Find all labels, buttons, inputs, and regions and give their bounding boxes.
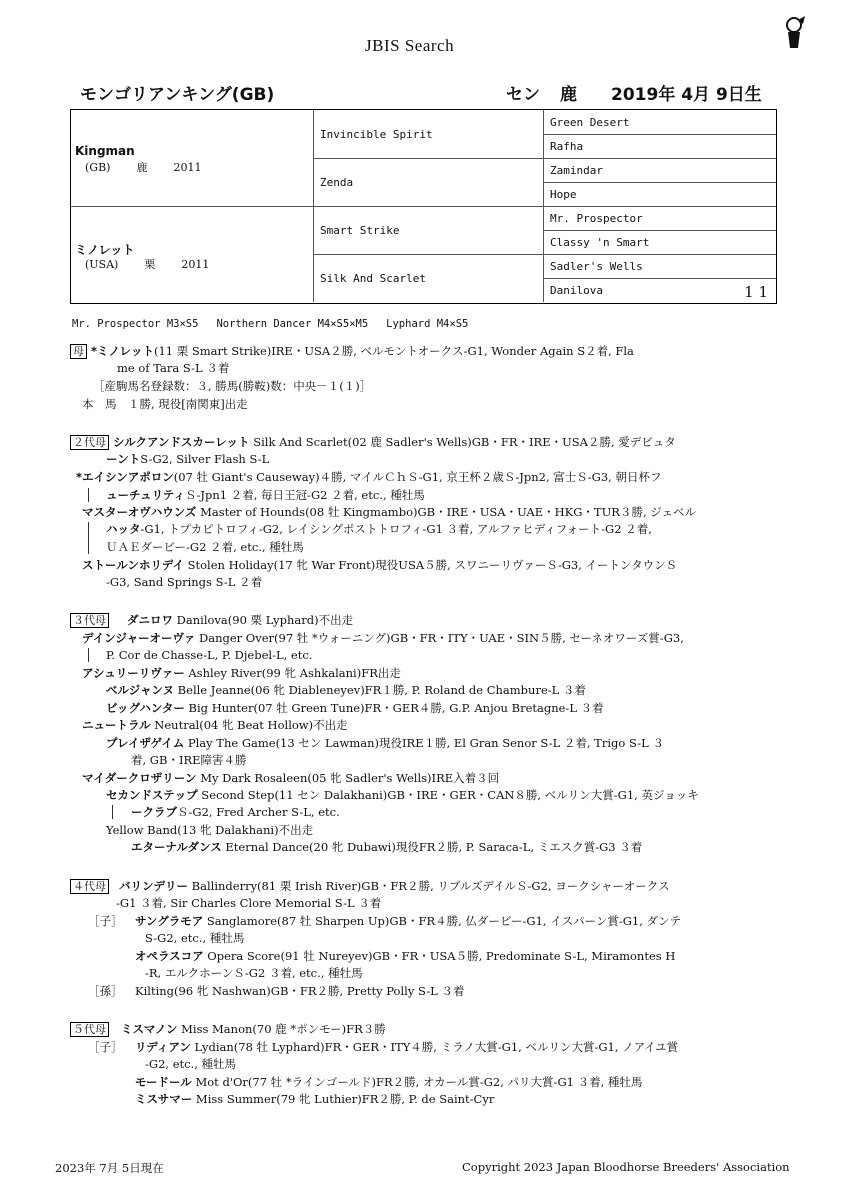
gen3-line-13: Yellow Band(13 牝 Dalakhani)不出走 — [106, 823, 314, 837]
gen2-line-7: ＵＡＥダービー-G2 ２着, etc., 種牡馬 — [106, 540, 304, 554]
horse-name-bold: デインジャーオーヴァ — [82, 631, 196, 645]
horse-info — [506, 80, 782, 105]
gen3-cell: Hope — [543, 182, 776, 206]
gen2-line-4: ューチュリティＳ-Jpn1 ２着, 毎日王冠-G2 ２着, etc., 種牡馬 — [106, 488, 425, 502]
sire-cell — [71, 110, 313, 206]
horse-name-bold: シルクアンドスカーレット — [113, 435, 250, 449]
gen3-line-10: マイダークロザリーン My Dark Rosaleen(05 牝 Sadler's Wells)IRE入着３回 — [82, 771, 500, 785]
section-tag: ５代母 — [70, 1022, 109, 1037]
dam-country: (USA) — [85, 258, 119, 271]
horse-name-bold: *エイシンアポロン — [76, 470, 174, 484]
tree-line — [88, 488, 89, 502]
horse-name-bold: ベルジャンヌ — [106, 683, 175, 697]
gen3-line-11: セカンドステップ Second Step(11 セン Dalakhani)GB・IRE・GER・CAN８勝, ベルリン大賞-G1, 英ジョッキ — [106, 788, 699, 802]
horse-name-bold: プレイザゲイム — [106, 736, 185, 750]
gen5-child-label: ［子］ — [88, 1040, 123, 1054]
horse-name-bold: マイダークロザリーン — [82, 771, 197, 785]
gen3-text: ダニロワ Danilova(90 栗 Lyphard)不出走 — [127, 613, 354, 627]
gen5-text: ミスマノン Miss Manon(70 鹿 *ポンモー)FR３勝 — [121, 1022, 386, 1036]
family-number: 1 1 — [744, 283, 768, 301]
dam-line-2: me of Tara S-L ３着 — [117, 361, 230, 375]
dam-cell — [71, 206, 313, 302]
horse-name-bold: ーント — [106, 452, 141, 466]
tree-line — [112, 805, 113, 819]
gen4-line-5: S-G2, etc., 種牡馬 — [145, 931, 245, 945]
gen3-cell: Zamindar — [543, 158, 776, 182]
gen3-line-12: ークラブＳ-G2, Fred Archer S-L, etc. — [131, 805, 340, 819]
gen3-line-7: ニュートラル Neutral(04 牝 Beat Hollow)不出走 — [82, 718, 348, 732]
inbreeding-item: Northern Dancer M4×S5×M5 — [216, 318, 369, 330]
gen3-line-8: プレイザゲイム Play The Game(13 セン Lawman)現役IRE１勝, El Gran Senor S-L ２着, Trigo S-L ３ — [106, 736, 664, 750]
horse-name-bold: ハッタ — [106, 522, 141, 536]
gen4-line-9: Kilting(96 牝 Nashwan)GB・FR２勝, Pretty Polly S-L ３着 — [135, 984, 465, 998]
gen2-line-5: マスターオヴハウンズ Master of Hounds(08 牡 Kingmambo)GB・IRE・USA・UAE・HKG・TUR３勝, ジェベル — [82, 505, 697, 519]
horse-name-bold: リディアン — [135, 1040, 191, 1054]
section-tag: ２代母 — [70, 435, 109, 450]
horse-name-bold: ニュートラル — [82, 718, 151, 732]
gen3-line-1 — [70, 612, 353, 630]
gen4-line-1 — [70, 878, 670, 896]
dam-year: 2011 — [181, 258, 210, 271]
gen4-grandchild-label: ［孫］ — [88, 984, 123, 998]
gen4-line-2: -G1 ３着, Sir Charles Clore Memorial S-L ３着 — [116, 896, 382, 910]
horse-name-bold: バリンデリー — [119, 879, 188, 893]
pedigree-table — [70, 109, 777, 304]
gen3-line-6: ビッグハンター Big Hunter(07 牡 Green Tune)FR・GER４勝, G.P. Anjou Bretagne-L ３着 — [106, 701, 604, 715]
sire-name: Kingman — [75, 144, 135, 158]
horse-name: モンゴリアンキング(GB) — [80, 85, 275, 105]
horse-color: 鹿 — [560, 85, 577, 105]
horse-sex: セン — [506, 85, 540, 105]
dam-line-1 — [70, 343, 634, 361]
gen5-line-3: リディアン Lydian(78 牡 Lyphard)FR・GER・ITY４勝, ミラノ大賞-G1, ベルリン大賞-G1, ノアイユ賞 — [135, 1040, 679, 1054]
horse-name-bold: ミスサマー — [135, 1092, 193, 1106]
horse-name-bold: *ミノレット — [91, 344, 154, 358]
gen5-line-6: ミスサマー Miss Summer(79 牝 Luthier)FR２勝, P. de Saint-Cyr — [135, 1092, 495, 1106]
dam-text: *ミノレット(11 栗 Smart Strike)IRE・USA２勝, ベルモントオークス-G1, Wonder Again S２着, Fla — [91, 344, 634, 358]
horse-name-bold: ビッグハンター — [106, 701, 185, 715]
sire-year: 2011 — [173, 161, 202, 174]
gen2-line-9: -G3, Sand Springs S-L ２着 — [106, 575, 263, 589]
gen3-cell: Classy 'n Smart — [543, 230, 776, 254]
sire-details — [85, 159, 227, 175]
gen2-cell: Zenda — [313, 158, 543, 206]
footer-copyright: Copyright 2023 Japan Bloodhorse Breeders' Association — [462, 1160, 790, 1174]
gen4-text: バリンデリー Ballinderry(81 栗 Irish River)GB・FR２勝, リブルズデイルＳ-G2, ヨークシャーオークス — [119, 879, 670, 893]
horse-name-bold: モードール — [135, 1075, 192, 1089]
gen3-cell: Green Desert — [543, 110, 776, 134]
horse-head-icon — [778, 16, 810, 50]
horse-name-bold: アシュリーリヴァー — [82, 666, 185, 680]
gen2-cell: Smart Strike — [313, 206, 543, 254]
gen4-line-7: -R, エルクホーンＳ-G2 ３着, etc., 種牡馬 — [145, 966, 363, 980]
dam-color: 栗 — [144, 258, 156, 271]
gen2-line-1 — [70, 434, 676, 452]
section-tag: ３代母 — [70, 613, 109, 628]
tree-line — [88, 648, 89, 662]
gen4-line-4: サングラモア Sanglamore(87 牡 Sharpen Up)GB・FR４勝, 仏ダービー-G1, イスパーン賞-G1, ダンテ — [135, 914, 682, 928]
horse-name-bold: エターナルダンス — [131, 840, 222, 854]
gen5-line-1 — [70, 1021, 386, 1039]
horse-name-bold: オペラスコア — [135, 949, 204, 963]
horse-name-bold: マスターオヴハウンズ — [82, 505, 197, 519]
gen2-line-6: ハッタ-G1, トプカピトロフィ-G2, レイシングポストトロフィ-G1 ３着, アルファヒディフォート-G2 ２着, — [106, 522, 652, 536]
gen2-cell: Invincible Spirit — [313, 110, 543, 158]
gen3-line-9: 着, GB・IRE障害４勝 — [131, 753, 247, 767]
gen2-line-2: ーントS-G2, Silver Flash S-L — [106, 452, 270, 466]
gen3-cell: Sadler's Wells — [543, 254, 776, 278]
gen3-cell: Mr. Prospector — [543, 206, 776, 230]
gen3-cell: Rafha — [543, 134, 776, 158]
gen3-line-3: P. Cor de Chasse-L, P. Djebel-L, etc. — [106, 648, 313, 662]
sire-country: (GB) — [85, 161, 111, 174]
footer-date: 2023年 7月 5日現在 — [55, 1161, 164, 1175]
section-tag: 母 — [70, 344, 87, 359]
jbis-logo — [365, 10, 495, 58]
gen4-line-6: オペラスコア Opera Score(91 牡 Nureyev)GB・FR・USA５勝, Predominate S-L, Miramontes H — [135, 949, 676, 963]
horse-name-bold: サングラモア — [135, 914, 204, 928]
horse-name-bold: ークラブ — [131, 805, 177, 819]
horse-name-bold: セカンドステップ — [106, 788, 198, 802]
dam-line-3: ［産駒馬名登録数：３, 勝馬(勝鞍)数：中央－１(１)］ — [93, 379, 372, 393]
gen3-line-4: アシュリーリヴァー Ashley River(99 牝 Ashkalani)FR出走 — [82, 666, 401, 680]
gen2-line-8: ストールンホリデイ Stolen Holiday(17 牝 War Front)現役USA５勝, スワニーリヴァーＳ-G3, イートンタウンＳ — [82, 558, 678, 572]
horse-name-bold: ミスマノン — [121, 1022, 178, 1036]
gen3-cell: Danilova — [543, 278, 776, 302]
sire-color: 鹿 — [136, 161, 148, 174]
gen3-line-5: ベルジャンヌ Belle Jeanne(06 牝 Diableneyev)FR１勝, P. Roland de Chambure-L ３着 — [106, 683, 586, 697]
inbreeding-item: Lyphard M4×S5 — [386, 318, 469, 330]
gen3-line-2: デインジャーオーヴァ Danger Over(97 牡 *ウォーニング)GB・FR・ITY・UAE・SIN５勝, セーネオワーズ賞-G3, — [82, 631, 684, 645]
dam-name: ミノレット — [75, 243, 135, 257]
gen5-line-4: -G2, etc., 種牡馬 — [145, 1057, 237, 1071]
gen2-text: シルクアンドスカーレット Silk And Scarlet(02 鹿 Sadler's Wells)GB・FR・IRE・USA２勝, 愛デビュタ — [113, 435, 676, 449]
horse-birth: 2019年 4月 9日生 — [611, 85, 762, 105]
gen4-child-label: ［子］ — [88, 914, 123, 928]
dam-line-4: 本 馬 １勝, 現役[南関東]出走 — [82, 397, 248, 411]
gen5-line-5: モードール Mot d'Or(77 牡 *ラインゴールド)FR２勝, オカール賞-G2, パリ大賞-G1 ３着, 種牡馬 — [135, 1075, 643, 1089]
dam-details — [85, 256, 235, 272]
tree-line — [88, 522, 89, 554]
gen2-line-3: *エイシンアポロン(07 牡 Giant's Causeway)４勝, マイルＣｈＳ-G1, 京王杯２歳Ｓ-Jpn2, 富士Ｓ-G3, 朝日杯フ — [76, 470, 662, 484]
gen2-cell: Silk And Scarlet — [313, 254, 543, 302]
gen3-line-14: エターナルダンス Eternal Dance(20 牝 Dubawi)現役FR２勝, P. Saraca-L, ミエスク賞-G3 ３着 — [131, 840, 643, 854]
inbreeding-line — [72, 318, 486, 330]
horse-name-bold: ューチュリティ — [106, 488, 186, 502]
section-tag: ４代母 — [70, 879, 109, 894]
horse-name-bold: ダニロワ — [127, 613, 173, 627]
horse-name-bold: ストールンホリデイ — [82, 558, 184, 572]
inbreeding-item: Mr. Prospector M3×S5 — [72, 318, 199, 330]
logo-text: JBIS Search — [365, 36, 455, 55]
